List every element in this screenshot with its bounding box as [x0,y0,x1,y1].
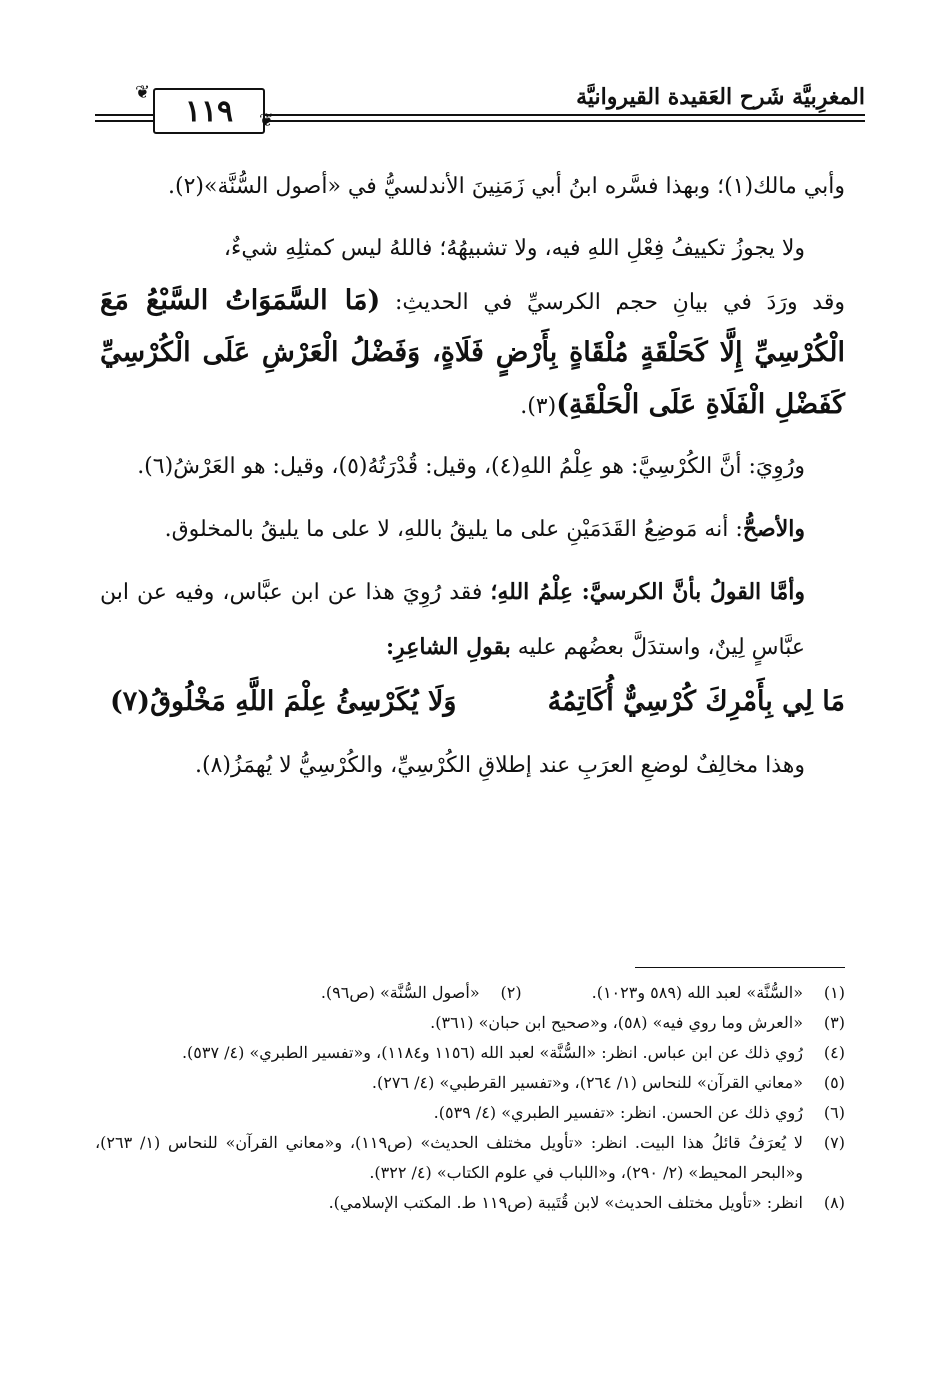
text-span: وقد ورَدَ في بيانِ حجم الكرسيِّ في الحديثِ: [380,290,845,315]
paragraph [100,502,845,557]
footnote-number: (٧) [823,1133,845,1152]
footnote-number: (٨) [823,1193,845,1212]
footnote-number: (٤) [823,1043,845,1062]
running-title: المغرِبيَّة شَرح العَقيدة القيروانيَّة [337,80,865,114]
bold-term: وأمَّا القولُ بأنَّ الكرسيَّ: عِلْمُ اللهِ؛ [490,579,805,605]
hadith-quote: (مَا السَّمَوَاتُ السَّبْعُ مَعَ الْكُرْسِيِّ إِلَّا كَحَلْقَةٍ مُلْقَاةٍ بِأَرْضٍ فَلَاةٍ، وَفَضْلُ الْعَرْشِ عَلَى الْكُرْسِيِّ كَفَضْلِ الْفَلَاةِ عَلَى الْحَلْقَةِ) [100,285,845,420]
paragraph: وهذا مخالِفٌ لوضعِ العرَبِ عند إطلاقِ الكُرْسِيِّ، والكُرْسِيُّ لا يُهمَزُ(٨). [195,753,805,778]
bold-term: بقولِ الشاعِرِ: [385,634,511,660]
footnote [321,978,522,1008]
text-span: فقد رُوِيَ هذا عن ابن عبَّاس، وفيه عن ابن عبَّاسٍ لِينٌ، واستدَلَّ بعضُهم عليه [100,580,805,660]
footnote-text: لا يُعرَفُ قائلُ هذا البيت. انظر: «تأويل مختلف الحديث» (ص١١٩)، و«معاني القرآن» للنحاس (١/ ٢٦٣)، و«البحر المحيط» (٢/ ٢٩٠)، و«اللباب في علوم الكتاب» (٤/ ٣٢٢). [95,1133,803,1182]
header-rule [265,120,865,122]
verse-first-hemistich: مَا لِي بِأَمْرِكَ كُرْسِيٌّ أُكَاتِمُهُ [547,686,845,717]
footnote-text: رُوي ذلك عن الحسن. انظر: «تفسير الطبري» (٤/ ٥٣٩). [433,1103,803,1122]
footnote-number: (٣) [823,1013,845,1032]
poetry-verse [100,675,845,729]
footnote-text: «العرش وما روي فيه» (٥٨)، و«صحيح ابن حبان» (٣٦١). [430,1013,803,1032]
paragraph: وأبي مالك(١)؛ وبهذا فسَّره ابنُ أبي زَمَنِينَ الأندلسيُّ في «أصول السُّنَّة»(٢). [168,174,845,199]
footnote [95,1098,845,1128]
footnote [592,978,845,1008]
footnote-text: «أصول السُّنَّة» (ص٩٦). [320,983,480,1002]
page-number: ١١٩ [153,88,265,134]
header-rule [265,114,865,116]
footnote-text: «السُّنَّة» لعبد الله (٥٨٩ و١٠٢٣). [591,983,803,1002]
paragraph: ولا يجوزُ تكييفُ فِعْلِ اللهِ فيه، ولا تشبيهُهُ؛ فاللهُ ليس كمثلِهِ شيءٌ، [223,236,805,261]
footnote [95,1068,845,1098]
ornament-icon: ❦ [135,82,151,103]
footnote-separator [635,967,845,968]
footnotes [95,978,845,1218]
verse-second-hemistich: وَلَا يُكَرْسِئُ عِلْمَ اللَّهِ مَخْلُوقُ(٧) [110,686,457,717]
footnote-row [95,978,845,1008]
text-span: : أنه مَوضِعُ القَدَمَيْنِ على ما يليقُ باللهِ، لا على ما يليقُ بالمخلوق. [164,517,743,542]
footnote-text: «معاني القرآن» للنحاس (١/ ٢٦٤)، و«تفسير القرطبي» (٤/ ٢٧٦). [371,1073,803,1092]
paragraph [100,276,845,432]
paragraph [100,565,845,675]
footnote [95,1038,845,1068]
footnote [95,1008,845,1038]
main-text [100,160,845,793]
footnote-number: (٦) [823,1103,845,1122]
bold-term: والأصحُّ [742,516,805,542]
footnote-ref: (٣). [520,394,557,419]
footnote [95,1128,845,1188]
page-header [95,80,865,130]
footnote-text: انظر: «تأويل مختلف الحديث» لابن قُتَيبة (ص١١٩ ط. المكتب الإسلامي). [328,1193,803,1212]
paragraph: ورُوِيَ: أنَّ الكُرْسِيَّ: هو عِلْمُ اللهِ(٤)، وقيل: قُدْرَتُهُ(٥)، وقيل: هو العَرْشُ(٦). [137,454,805,479]
ornament-icon: ❦ [259,110,275,131]
footnote-number: (٥) [823,1073,845,1092]
footnote-text: رُوي ذلك عن ابن عباس. انظر: «السُّنَّة» لعبد الله (١١٥٦ و١١٨٤)، و«تفسير الطبري» (٤/ ٥٣٧). [181,1043,803,1062]
footnote-number: (٢) [500,983,522,1002]
footnote-number: (١) [823,983,845,1002]
footnote [95,1188,845,1218]
